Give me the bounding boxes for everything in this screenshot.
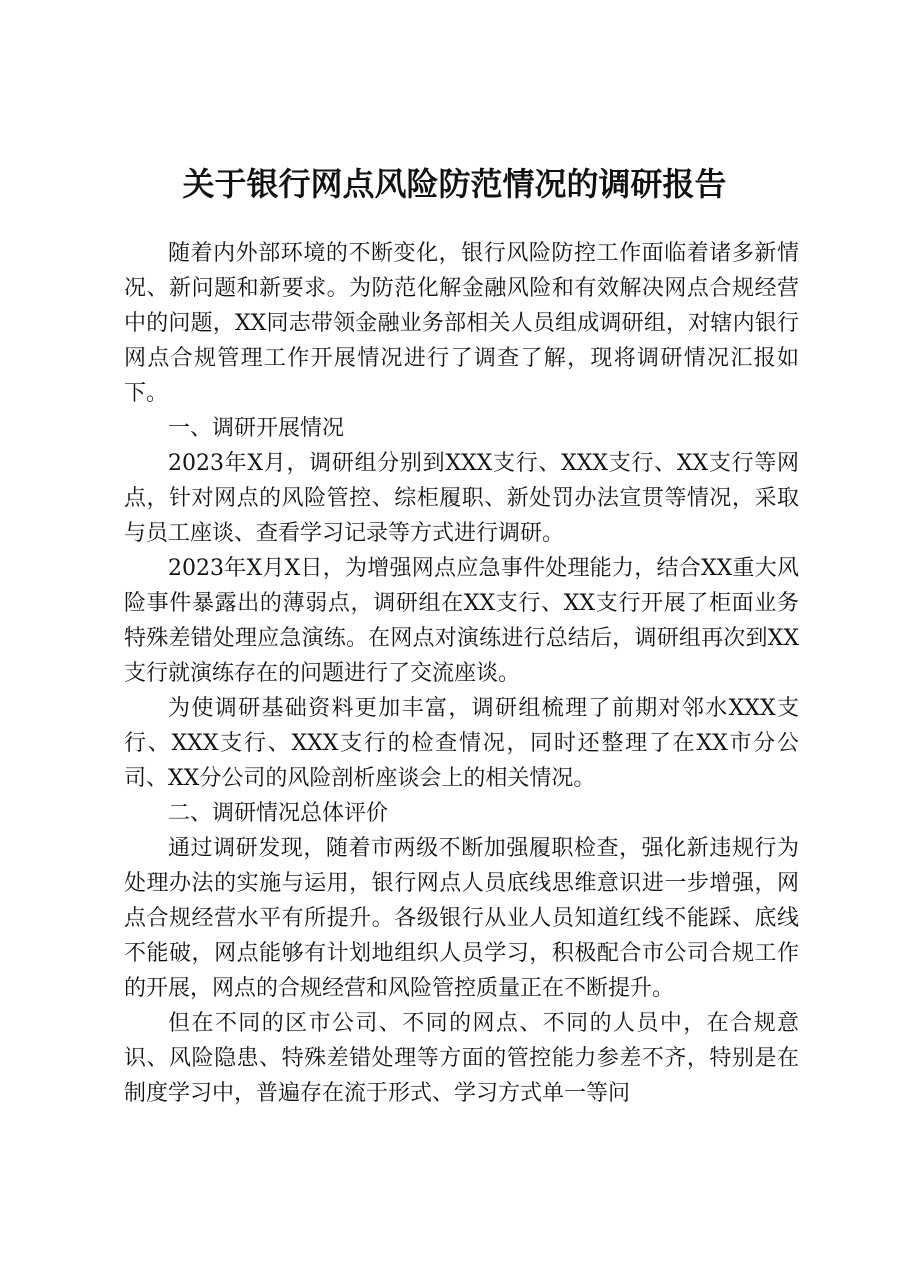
paragraph-emergency-drill: 2023年X月X日，为增强网点应急事件处理能力，结合XX重大风险事件暴露出的薄弱点，调研组在XX支行、XX支行开展了柜面业务特殊差错处理应急演练。在网点对演练进行总结后，调研组再次到XX支行就演练存在的问题进行了交流座谈。 [124,556,799,686]
document-body [124,236,799,1111]
section-heading-1: 一、调研开展情况 [168,416,345,441]
paragraph-intro: 随着内外部环境的不断变化，银行风险防控工作面临着诸多新情况、新问题和新要求。为防范化解金融风险和有效解决网点合规经营中的问题，XX同志带领金融业务部相关人员组成调研组，对辖内银行网点合规管理工作开展情况进行了调查了解，现将调研情况汇报如下。 [124,241,799,406]
paragraph-research-visits: 2023年X月，调研组分别到XXX支行、XXX支行、XX支行等网点，针对网点的风险管控、综柜履职、新处罚办法宣贯等情况，采取与员工座谈、查看学习记录等方式进行调研。 [124,451,799,546]
paragraph-issues: 但在不同的区市公司、不同的网点、不同的人员中，在合规意识、风险隐患、特殊差错处理等方面的管控能力参差不齐，特别是在制度学习中，普遍存在流于形式、学习方式单一等问 [124,1011,799,1106]
paragraph-findings: 通过调研发现，随着市两级不断加强履职检查，强化新违规行为处理办法的实施与运用，银行网点人员底线思维意识进一步增强，网点合规经营水平有所提升。各级银行从业人员知道红线不能踩、底线不能破，网点能够有计划地组织人员学习，积极配合市公司合规工作的开展，网点的合规经营和风险管控质量正在不断提升。 [124,836,799,1001]
document-title: 关于银行网点风险防范情况的调研报告 [182,165,727,203]
section-heading-2: 二、调研情况总体评价 [168,801,389,826]
paragraph-background-materials: 为使调研基础资料更加丰富，调研组梳理了前期对邻水XXX支行、XXX支行、XXX支行的检查情况，同时还整理了在XX市分公司、XX分公司的风险剖析座谈会上的相关情况。 [124,696,799,791]
